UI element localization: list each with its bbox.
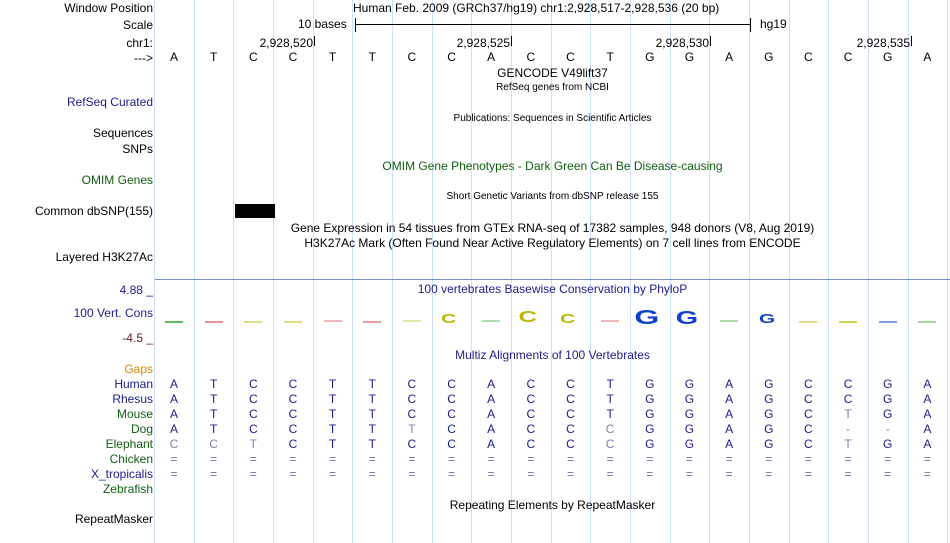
aligned-base: A <box>923 437 932 451</box>
species-label[interactable]: X_tropicalis <box>90 467 153 481</box>
scale-label: Scale <box>122 18 153 32</box>
omim-genes-label[interactable]: OMIM Genes <box>81 173 153 187</box>
cons-score-mark <box>403 320 421 322</box>
aligned-base: C <box>566 407 575 421</box>
cons-score-mark <box>244 321 262 323</box>
reference-base: T <box>328 50 337 64</box>
aligned-base: C <box>566 437 575 451</box>
sequences-label[interactable]: Sequences <box>92 126 153 140</box>
scale-left-tick <box>355 18 356 32</box>
aligned-base: C <box>605 437 615 451</box>
gtex-track-title[interactable]: Gene Expression in 54 tissues from GTEx RNA-seq of 17382 samples, 948 donors (V8, Aug 2019) <box>290 221 815 235</box>
layered-h3k27ac-label[interactable]: Layered H3K27Ac <box>55 250 153 264</box>
cons-base-letter: C <box>441 311 457 327</box>
cons-score-mark <box>839 321 857 323</box>
aligned-base: = <box>566 452 574 466</box>
aligned-base: G <box>645 437 655 451</box>
cons-score-mark <box>363 321 381 323</box>
aligned-base: A <box>169 422 178 436</box>
aligned-base: A <box>487 422 496 436</box>
aligned-base: T <box>209 377 218 391</box>
aligned-base: = <box>448 452 456 466</box>
coord-label: 2,928,530 <box>655 36 709 50</box>
aligned-base: = <box>646 467 654 481</box>
aligned-base: A <box>487 392 496 406</box>
aligned-base: = <box>249 452 257 466</box>
aligned-base: T <box>368 422 376 436</box>
aligned-base: = <box>685 467 693 481</box>
reference-base: C <box>248 50 258 64</box>
aligned-base: = <box>487 467 495 481</box>
aligned-base: C <box>248 377 258 391</box>
refseq-track-title[interactable]: RefSeq genes from NCBI <box>496 82 609 93</box>
aligned-base: C <box>804 377 813 391</box>
coord-label: 2,928,525 <box>456 36 510 50</box>
aligned-base: G <box>645 377 655 391</box>
aligned-base: T <box>249 437 257 451</box>
aligned-base: C <box>526 392 536 406</box>
aligned-base: T <box>844 407 852 421</box>
aligned-base: G <box>645 392 655 406</box>
aligned-base: G <box>645 407 655 421</box>
aligned-base: G <box>764 377 774 391</box>
h3k27ac-track-title[interactable]: H3K27Ac Mark (Often Found Near Active Regulatory Elements) on 7 cell lines from ENCODE <box>304 236 801 250</box>
assembly-position-text: Human Feb. 2009 (GRCh37/hg19) chr1:2,928,517-2,928,536 (20 bp) <box>353 1 720 15</box>
aligned-base: T <box>368 377 376 391</box>
cons-score-mark <box>879 321 897 323</box>
aligned-base: = <box>210 467 218 481</box>
cons-min-label: -4.5 _ <box>122 331 153 345</box>
gencode-track-title[interactable]: GENCODE V49lift37 <box>497 66 608 80</box>
aligned-base: A <box>923 392 932 406</box>
chr-label: chr1: <box>126 36 153 50</box>
aligned-base: T <box>328 437 337 451</box>
aligned-base: = <box>606 467 614 481</box>
aligned-base: G <box>684 377 695 391</box>
reference-base: G <box>645 50 655 64</box>
reference-base: G <box>764 50 774 64</box>
species-label[interactable]: Dog <box>130 422 153 436</box>
cons-max-label: 4.88 _ <box>119 283 153 297</box>
scale-line <box>356 24 750 25</box>
reference-base: C <box>526 50 536 64</box>
aligned-base: C <box>526 407 536 421</box>
cons-score-mark <box>284 321 302 323</box>
aligned-base: = <box>289 452 297 466</box>
aligned-base: = <box>408 452 416 466</box>
aligned-base: C <box>447 422 456 436</box>
aligned-base: G <box>764 407 774 421</box>
aligned-base: C <box>605 422 615 436</box>
aligned-base: = <box>210 452 218 466</box>
aligned-base: G <box>684 392 695 406</box>
aligned-base: = <box>329 452 337 466</box>
aligned-base: = <box>566 467 574 481</box>
reference-base: A <box>169 50 178 64</box>
aligned-base: G <box>684 422 695 436</box>
strand-arrow-label: ---> <box>134 51 153 65</box>
cons-base-letter: G <box>758 311 775 327</box>
cons-base-letter: G <box>675 308 698 329</box>
dbsnp-variant-block[interactable] <box>235 204 275 218</box>
aligned-base: = <box>487 452 495 466</box>
aligned-base: = <box>844 452 852 466</box>
aligned-base: C <box>288 407 298 421</box>
aligned-base: A <box>725 407 734 421</box>
aligned-base: C <box>248 392 258 406</box>
aligned-base: C <box>804 437 813 451</box>
aligned-base: = <box>249 467 257 481</box>
multiz-track-title[interactable]: Multiz Alignments of 100 Vertebrates <box>455 348 650 362</box>
track-divider <box>155 279 950 280</box>
aligned-base: = <box>804 467 812 481</box>
reference-base: T <box>368 50 376 64</box>
cons-base-letter: G <box>634 307 660 329</box>
aligned-base: = <box>725 452 733 466</box>
aligned-base: A <box>487 377 496 391</box>
reference-base: G <box>684 50 695 64</box>
aligned-base: T <box>209 392 218 406</box>
aligned-base: A <box>725 437 734 451</box>
repeatmasker-label[interactable]: RepeatMasker <box>74 512 153 526</box>
cons-score-mark <box>601 320 619 322</box>
coord-tick <box>511 36 512 46</box>
aligned-base: - <box>885 422 890 436</box>
aligned-base: C <box>248 422 258 436</box>
aligned-base: T <box>368 437 376 451</box>
omim-track-title[interactable]: OMIM Gene Phenotypes - Dark Green Can Be Disease-causing <box>382 159 723 173</box>
aligned-base: A <box>487 437 496 451</box>
coord-label: 2,928,535 <box>856 36 910 50</box>
aligned-base: = <box>765 467 773 481</box>
aligned-base: T <box>606 392 614 406</box>
aligned-base: = <box>368 452 376 466</box>
repeatmasker-track-title[interactable]: Repeating Elements by RepeatMasker <box>449 498 656 512</box>
aligned-base: C <box>209 437 218 451</box>
aligned-base: T <box>844 437 852 451</box>
aligned-base: T <box>209 422 218 436</box>
aligned-base: C <box>447 392 456 406</box>
cons-score-mark <box>482 320 500 322</box>
aligned-base: C <box>566 392 575 406</box>
aligned-base: C <box>804 422 813 436</box>
aligned-base: T <box>606 377 614 391</box>
aligned-base: A <box>923 377 932 391</box>
aligned-base: A <box>725 422 734 436</box>
aligned-base: A <box>169 392 178 406</box>
aligned-base: C <box>566 377 575 391</box>
cons-base-letter: C <box>560 311 576 327</box>
aligned-base: T <box>408 422 416 436</box>
aligned-base: C <box>843 377 853 391</box>
reference-base: A <box>725 50 734 64</box>
species-label[interactable]: Chicken <box>109 452 153 466</box>
aligned-base: = <box>527 467 535 481</box>
reference-base: A <box>923 50 932 64</box>
phylop-track-title[interactable]: 100 vertebrates Basewise Conservation by PhyloP <box>417 282 688 296</box>
coord-label: 2,928,520 <box>259 36 313 50</box>
aligned-base: T <box>328 407 337 421</box>
aligned-base: T <box>368 392 376 406</box>
aligned-base: G <box>764 422 774 436</box>
aligned-base: A <box>487 407 496 421</box>
scale-db-text: hg19 <box>760 17 787 31</box>
aligned-base: C <box>169 437 179 451</box>
aligned-base: C <box>804 407 813 421</box>
aligned-base: C <box>407 392 417 406</box>
species-label[interactable]: Rhesus <box>112 392 153 406</box>
cons-score-mark <box>205 321 223 323</box>
aligned-base: T <box>328 392 337 406</box>
scale-bases-text: 10 bases <box>298 17 347 31</box>
aligned-base: G <box>684 407 695 421</box>
aligned-base: = <box>408 467 416 481</box>
aligned-base: = <box>170 467 178 481</box>
aligned-base: = <box>923 452 931 466</box>
window-position-label: Window Position <box>64 1 153 15</box>
aligned-base: C <box>526 377 536 391</box>
cons-score-mark <box>720 320 738 322</box>
reference-base: C <box>407 50 417 64</box>
aligned-base: = <box>844 467 852 481</box>
aligned-base: = <box>329 467 337 481</box>
aligned-base: C <box>407 407 417 421</box>
aligned-base: = <box>170 452 178 466</box>
cons-base-letter: C <box>518 309 538 327</box>
aligned-base: = <box>646 452 654 466</box>
coord-tick <box>314 36 315 46</box>
reference-base: G <box>883 50 893 64</box>
gaps-label: Gaps <box>124 362 153 376</box>
aligned-base: C <box>248 407 258 421</box>
aligned-base: = <box>685 452 693 466</box>
aligned-base: C <box>526 437 536 451</box>
reference-base: C <box>804 50 813 64</box>
aligned-base: C <box>804 392 813 406</box>
aligned-base: G <box>645 422 655 436</box>
aligned-base: A <box>725 392 734 406</box>
aligned-base: G <box>764 392 774 406</box>
cons-score-mark <box>799 321 817 323</box>
aligned-base: = <box>725 467 733 481</box>
vert-cons-label[interactable]: 100 Vert. Cons <box>73 306 153 320</box>
aligned-base: = <box>289 467 297 481</box>
dbsnp-track-title[interactable]: Short Genetic Variants from dbSNP release 155 <box>446 191 659 202</box>
aligned-base: C <box>288 392 298 406</box>
cons-score-mark <box>324 320 342 322</box>
aligned-base: G <box>883 392 893 406</box>
reference-base: T <box>606 50 614 64</box>
aligned-base: C <box>288 377 298 391</box>
reference-base: C <box>566 50 575 64</box>
aligned-base: A <box>169 407 178 421</box>
aligned-base: A <box>923 422 932 436</box>
species-label[interactable]: Human <box>114 377 153 391</box>
aligned-base: = <box>448 467 456 481</box>
cons-score-mark <box>165 321 183 323</box>
scale-right-tick <box>750 18 751 32</box>
aligned-base: C <box>447 377 456 391</box>
aligned-base: C <box>288 422 298 436</box>
reference-base: A <box>487 50 496 64</box>
species-label[interactable]: Elephant <box>105 437 153 451</box>
snps-label[interactable]: SNPs <box>122 142 153 156</box>
species-label[interactable]: Mouse <box>116 407 153 421</box>
aligned-base: - <box>846 422 851 436</box>
aligned-base: A <box>923 407 932 421</box>
aligned-base: A <box>169 377 178 391</box>
aligned-base: T <box>209 407 218 421</box>
aligned-base: C <box>566 422 575 436</box>
aligned-base: G <box>883 437 893 451</box>
aligned-base: T <box>368 407 376 421</box>
species-label[interactable]: Zebrafish <box>102 482 153 496</box>
aligned-base: = <box>884 452 892 466</box>
coord-tick <box>911 36 912 46</box>
common-dbsnp-label[interactable]: Common dbSNP(155) <box>34 204 153 218</box>
aligned-base: C <box>843 392 853 406</box>
aligned-base: = <box>923 467 931 481</box>
aligned-base: = <box>884 467 892 481</box>
aligned-base: G <box>883 407 893 421</box>
aligned-base: = <box>368 467 376 481</box>
publications-track-title[interactable]: Publications: Sequences in Scientific Articles <box>453 113 652 124</box>
cons-score-mark <box>918 321 936 323</box>
refseq-curated-label[interactable]: RefSeq Curated <box>66 95 153 109</box>
coord-tick <box>710 36 711 46</box>
aligned-base: G <box>764 437 774 451</box>
aligned-base: = <box>606 452 614 466</box>
reference-base: T <box>209 50 218 64</box>
aligned-base: T <box>606 407 614 421</box>
aligned-base: C <box>447 407 456 421</box>
aligned-base: G <box>684 437 695 451</box>
reference-base: C <box>288 50 298 64</box>
aligned-base: = <box>527 452 535 466</box>
aligned-base: G <box>883 377 893 391</box>
aligned-base: = <box>804 452 812 466</box>
aligned-base: A <box>725 377 734 391</box>
aligned-base: C <box>407 377 417 391</box>
aligned-base: = <box>765 452 773 466</box>
aligned-base: C <box>288 437 298 451</box>
aligned-base: C <box>447 437 456 451</box>
aligned-base: T <box>328 377 337 391</box>
aligned-base: T <box>328 422 337 436</box>
aligned-base: C <box>526 422 536 436</box>
reference-base: C <box>843 50 853 64</box>
reference-base: C <box>447 50 456 64</box>
aligned-base: C <box>407 437 417 451</box>
